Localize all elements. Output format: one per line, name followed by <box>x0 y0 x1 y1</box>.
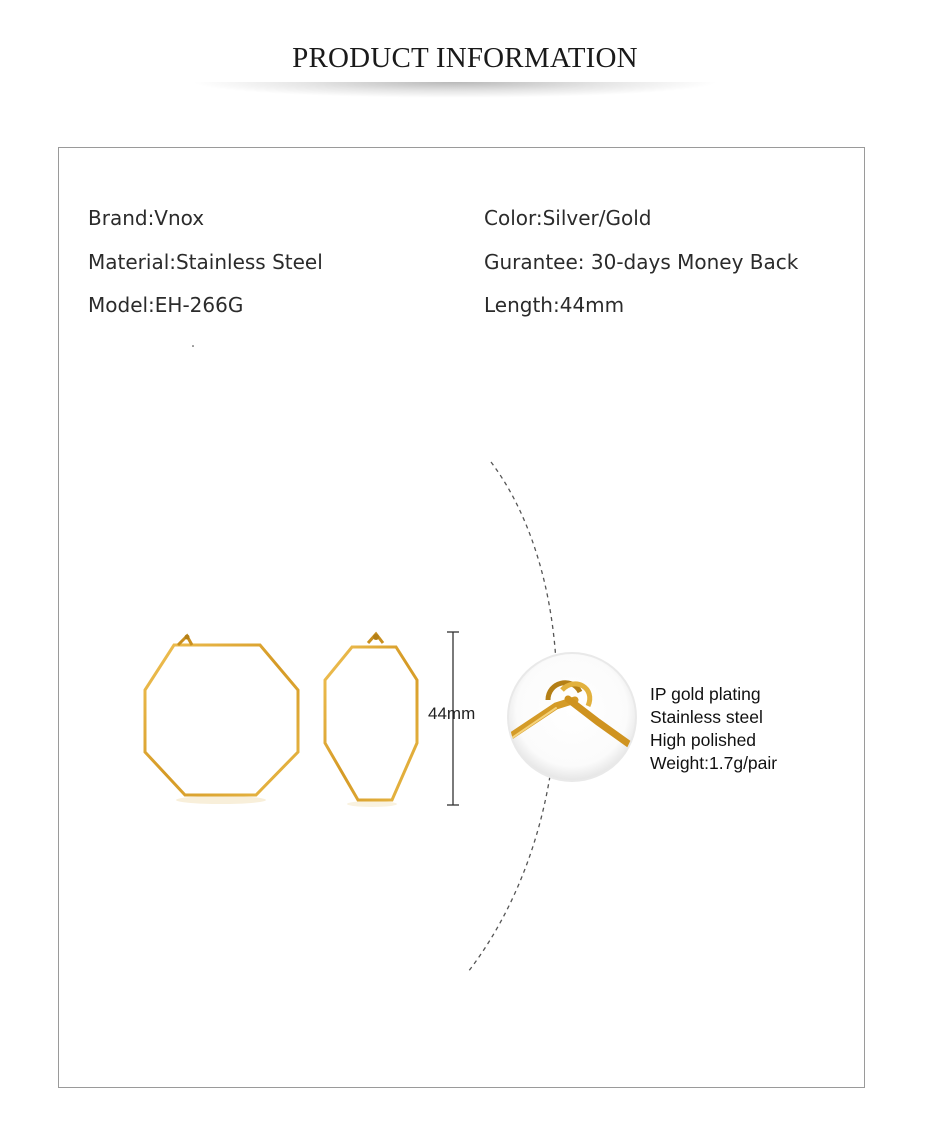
spec-guarantee: Gurantee: 30-days Money Back <box>484 250 799 274</box>
spec-color: Color:Silver/Gold <box>484 206 652 230</box>
page-title: PRODUCT INFORMATION <box>292 42 638 74</box>
spec-material: Material:Stainless Steel <box>88 250 323 274</box>
dimension-label: 44mm <box>428 704 476 723</box>
feature-finish: High polished <box>650 730 757 750</box>
octagon-earring-front-icon <box>145 635 298 805</box>
speck-dot <box>192 345 194 347</box>
feature-material: Stainless steel <box>650 707 763 727</box>
feature-plating: IP gold plating <box>650 684 761 704</box>
feature-list <box>650 683 777 775</box>
spec-brand: Brand:Vnox <box>88 206 205 230</box>
spec-length: Length:44mm <box>484 293 625 317</box>
feature-weight: Weight:1.7g/pair <box>650 753 778 773</box>
clasp-detail-icon <box>505 652 640 782</box>
octagon-earring-side-icon <box>325 634 417 807</box>
spec-model: Model:EH-266G <box>88 293 244 317</box>
